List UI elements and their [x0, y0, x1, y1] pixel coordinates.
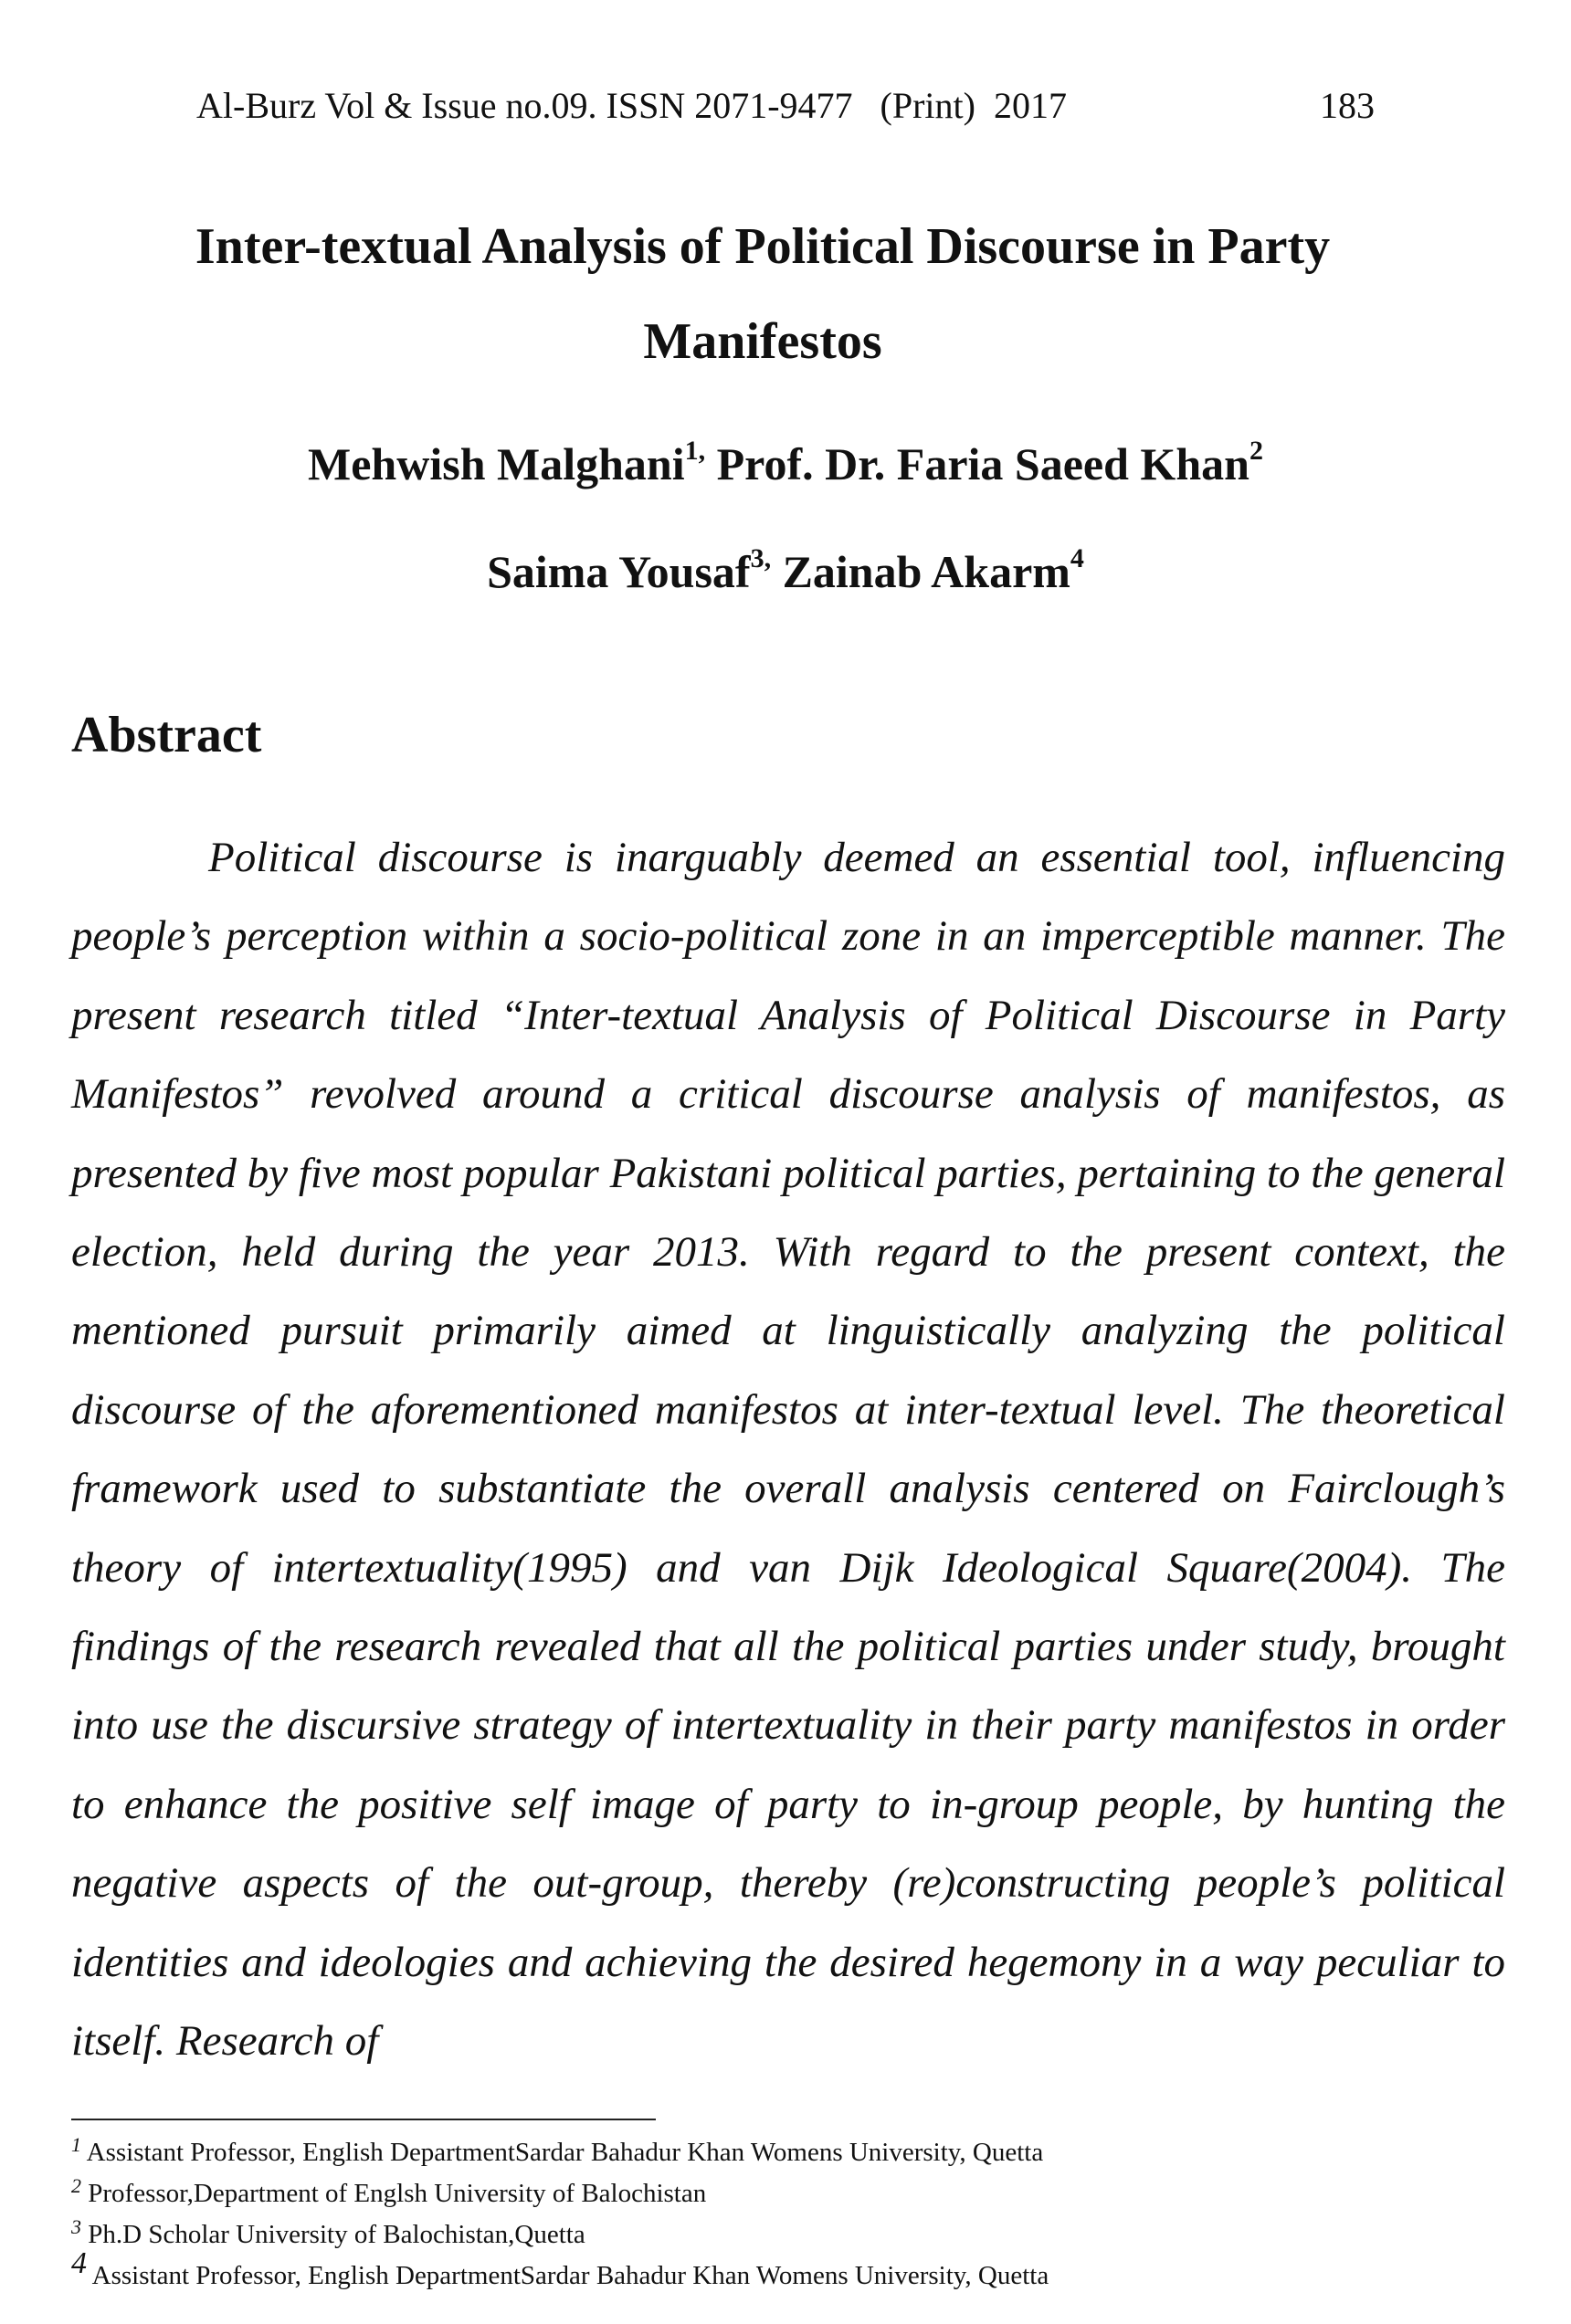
footnote-mark: 1: [71, 2133, 81, 2156]
page-number: 183: [1320, 85, 1375, 126]
author-line-2: [0, 544, 1571, 599]
footnote-text: Assistant Professor, English DepartmentSardar Bahadur Khan Womens University, Quetta: [91, 2261, 1049, 2290]
footnote-divider: [71, 2119, 656, 2120]
footnotes: [71, 2132, 1496, 2297]
author-affiliation-mark: 4: [1070, 543, 1084, 573]
author-name: Prof. Dr. Faria Saeed Khan: [716, 438, 1249, 489]
paper-title: Inter-textual Analysis of Political Discourse in Party Manifestos: [195, 218, 1331, 370]
running-header: [196, 84, 1384, 128]
author-affiliation-mark: 2: [1249, 436, 1263, 466]
footnote-mark: 3: [71, 2215, 81, 2238]
footnote: [71, 2173, 1496, 2214]
footnote-mark: 4: [71, 2246, 87, 2280]
abstract-text: Political discourse is inarguably deemed an essential tool, influencing people’s perception within a socio-political zone in an imperceptible manner. The present research titled “Inter-textual Analysis of Political Discourse in Party Manifestos” revolved around a critical discourse analysis of manifestos, as presented by five most popular Pakistani political parties, pertaining to the general election, held during the year 2013. With regard to the present context, the mentioned pursuit primarily aimed at linguistically analyzing the political discourse of the aforementioned manifestos at inter-textual level. The theoretical framework used to substantiate the overall analysis centered on Fairclough’s theory of intertextuality(1995) and van Dijk Ideological Square(2004). The findings of the research revealed that all the political parties under study, brought into use the discursive strategy of intertextuality in their party manifestos in order to enhance the positive self image of party to in-group people, by hunting the negative aspects of the out-group, thereby (re)constructing people’s political identities and ideologies and achieving the desired hegemony in a way peculiar to itself. Research of: [71, 834, 1505, 2066]
author-name: Mehwish Malghani: [308, 438, 685, 489]
author-affiliation-mark: 1,: [684, 436, 706, 466]
footnote: [71, 2132, 1496, 2173]
footnote-mark: 2: [71, 2174, 81, 2197]
author-affiliation-mark: 3,: [750, 543, 772, 573]
journal-info: Al-Burz Vol & Issue no.09. ISSN 2071-9477 (Print) 2017: [196, 85, 1067, 126]
footnote-text: Ph.D Scholar University of Balochistan,Quetta: [88, 2220, 585, 2249]
footnote-text: Assistant Professor, English DepartmentSardar Bahadur Khan Womens University, Quetta: [86, 2138, 1044, 2167]
footnote-text: Professor,Department of Englsh University of Balochistan: [88, 2179, 707, 2208]
author-line-1: [0, 436, 1571, 491]
footnote: [71, 2214, 1496, 2256]
author-name: Saima Yousaf: [487, 546, 751, 597]
author-name: Zainab Akarm: [782, 546, 1070, 597]
abstract-heading: Abstract: [71, 707, 262, 763]
footnote: [71, 2246, 1496, 2297]
